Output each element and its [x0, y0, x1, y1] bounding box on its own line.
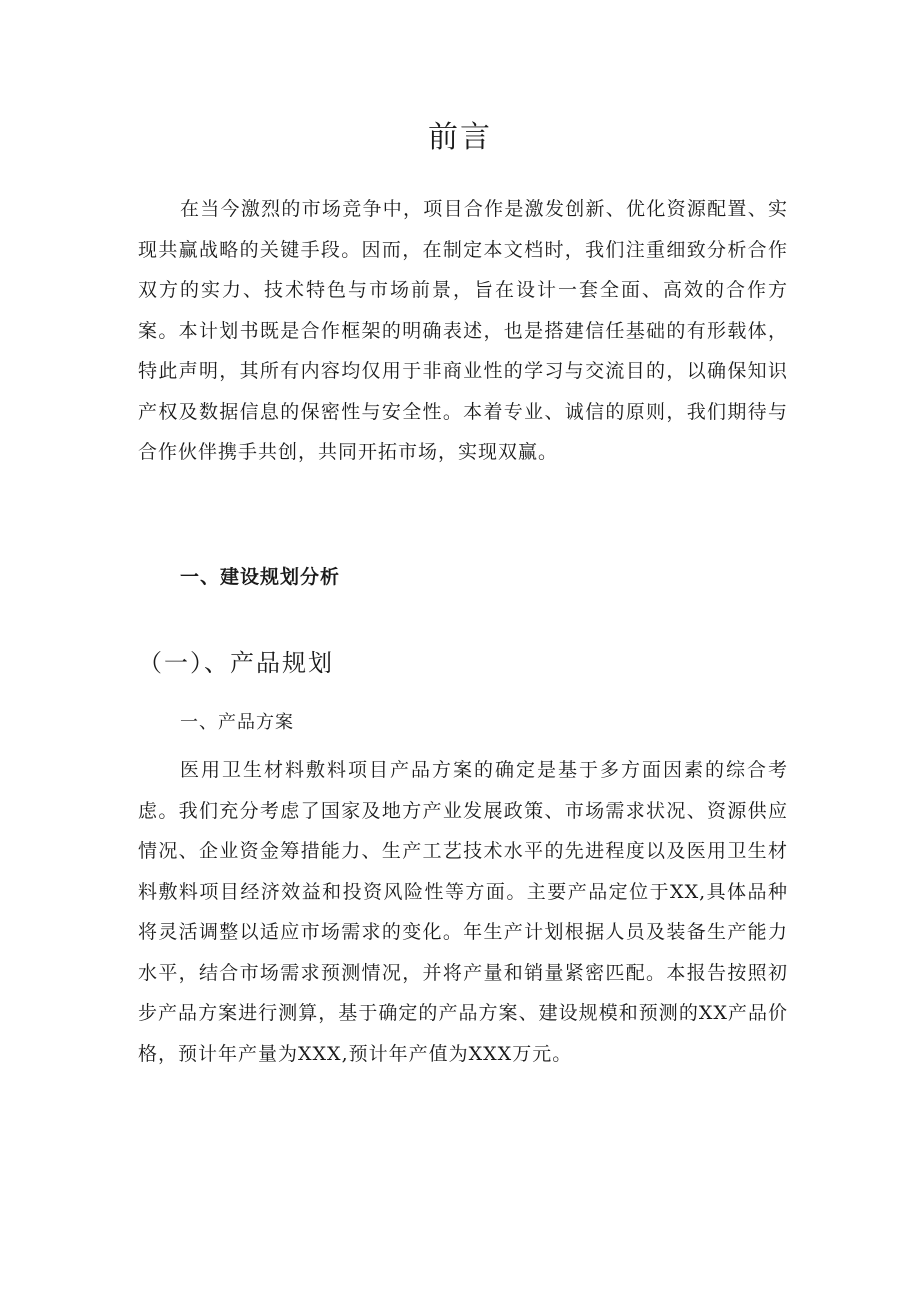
subsection-heading: （一）、产品规划 — [138, 649, 334, 677]
page-title: 前言 — [428, 120, 492, 155]
product-paragraph: 医用卫生材料敷料项目产品方案的确定是基于多方面因素的综合考虑。我们充分考虑了国家及地方产业发展政策、市场需求状况、资源供应情况、企业资金筹措能力、生产工艺技术水平的先进程度以及医用卫生材料敷料项目经济效益和投资风险性等方面。主要产品定位于XX,具体品种将灵活调整以适应市场需求的变化。年生产计划根据人员及装备生产能力水平，结合市场需求预测情况，并将产量和销量紧密匹配。本报告按照初步产品方案进行测算，基于确定的产品方案、建设规模和预测的XX产品价格，预计年产量为XXX,预计年产值为XXX万元。 — [138, 759, 788, 1065]
section-heading: 一、建设规划分析 — [180, 566, 341, 588]
subsubsection-heading: 一、产品方案 — [180, 712, 294, 733]
preface-paragraph: 在当今激烈的市场竞争中，项目合作是激发创新、优化资源配置、实现共赢战略的关键手段。因而，在制定本文档时，我们注重细致分析合作双方的实力、技术特色与市场前景，旨在设计一套全面、高效的合作方案。本计划书既是合作框架的明确表述，也是搭建信任基础的有形载体，特此声明，其所有内容均仅用于非商业性的学习与交流目的，以确保知识产权及数据信息的保密性与安全性。本着专业、诚信的原则，我们期待与合作伙伴携手共创，共同开拓市场，实现双赢。 — [138, 198, 788, 463]
